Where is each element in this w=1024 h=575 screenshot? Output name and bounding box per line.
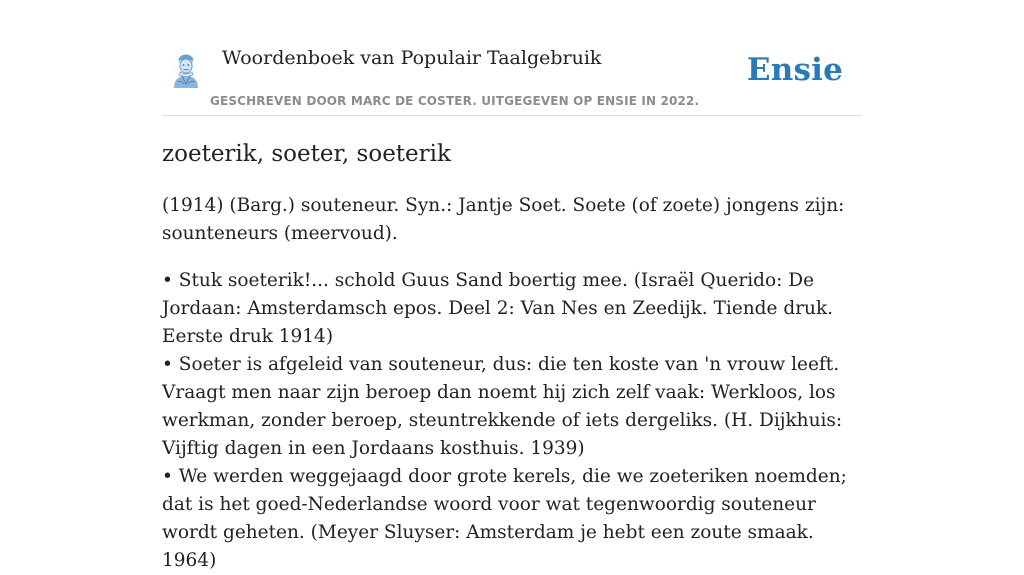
citation-item: • Soeter is afgeleid van souteneur, dus: die ten koste van 'n vrouw leeft. Vraagt men naar zijn beroep dan noemt hij zich zelf vaak: Werkloos, los werkman, zonder beroep, steuntrekkende of iets dergeliks. (H. Dijkhuis: Vijftig dagen in een Jordaans kosthuis. 1939) xyxy=(162,351,862,463)
entry-definition: (1914) (Barg.) souteneur. Syn.: Jantje Soet. Soete (of zoete) jongens zijn: sounteneurs (meervoud). xyxy=(162,195,845,244)
citation-item: • Stuk soeterik!... schold Guus Sand boertig mee. (Israël Querido: De Jordaan: Amsterdamsch epos. Deel 2: Van Nes en Zeedijk. Tiende druk. Eerste druk 1914) xyxy=(162,267,862,351)
citation-list xyxy=(162,267,862,575)
author-portrait-icon[interactable] xyxy=(168,51,204,89)
citation-item: • We werden weggejaagd door grote kerels, die we zoeteriken noemden; dat is het goed-Nederlandse woord voor wat tegenwoordig souteneur wordt geheten. (Meyer Sluyser: Amsterdam je hebt een zoute smaak. 1964) xyxy=(162,463,862,575)
entry-title: zoeterik, soeter, soeterik xyxy=(162,141,451,167)
author-byline: GESCHREVEN DOOR MARC DE COSTER. UITGEGEVEN OP ENSIE IN 2022. xyxy=(210,94,700,108)
ensie-logo[interactable]: Ensie xyxy=(746,52,843,88)
dictionary-title[interactable]: Woordenboek van Populair Taalgebruik xyxy=(222,47,602,69)
site-header xyxy=(162,0,862,116)
page xyxy=(162,0,862,571)
